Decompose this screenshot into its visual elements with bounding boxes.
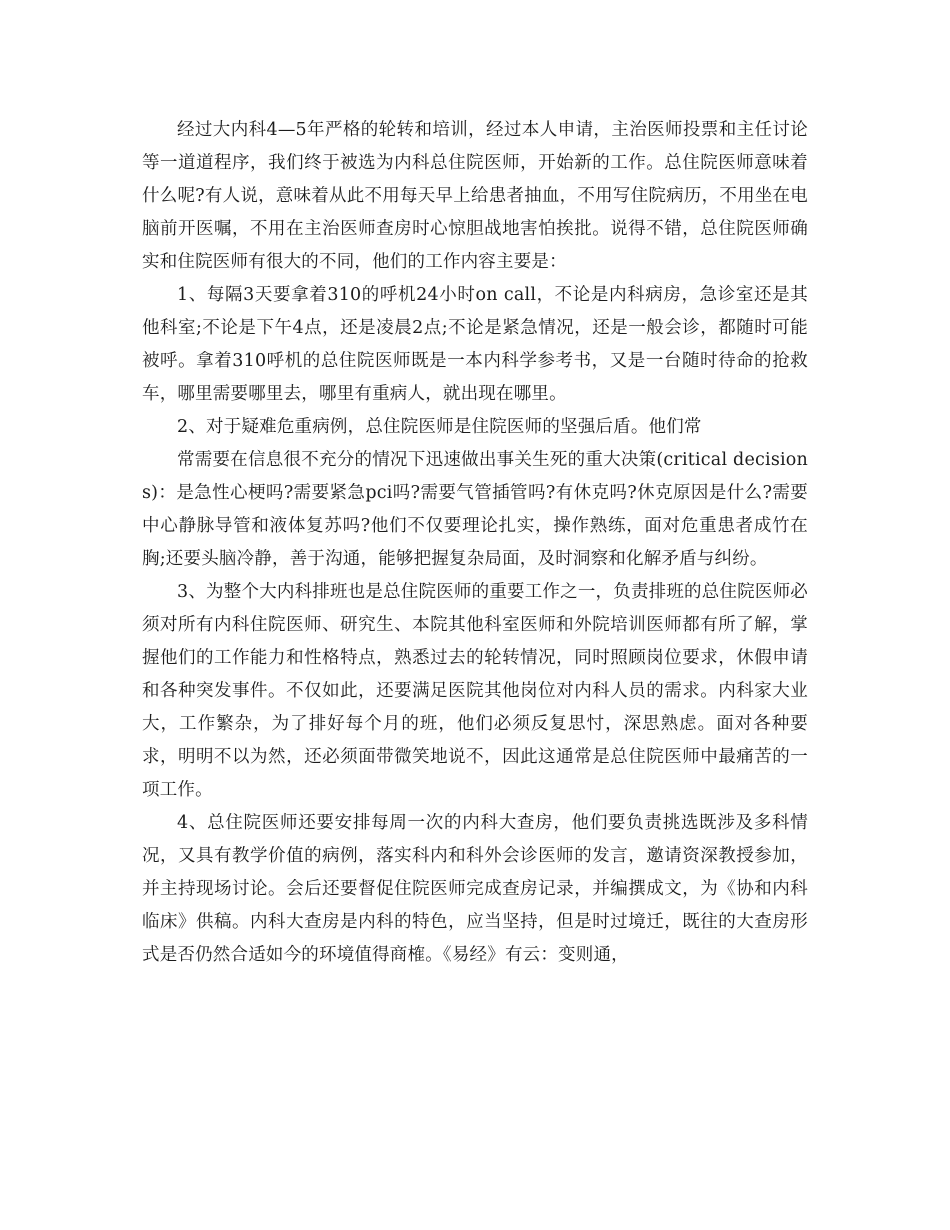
document-body [142, 114, 808, 972]
paragraph-item-2-continued: 常需要在信息很不充分的情况下迅速做出事关生死的重大决策(critical decisions)：是急性心梗吗?需要紧急pci吗?需要气管插管吗?有休克吗?休克原因是什么?需要中心静脉导管和液体复苏吗?他们不仅要理论扎实，操作熟练，面对危重患者成竹在胸;还要头脑冷静，善于沟通，能够把握复杂局面，及时洞察和化解矛盾与纠纷。 [142, 450, 808, 569]
paragraph-intro: 经过大内科4—5年严格的轮转和培训，经过本人申请，主治医师投票和主任讨论等一道道程序，我们终于被选为内科总住院医师，开始新的工作。总住院医师意味着什么呢?有人说，意味着从此不用每天早上给患者抽血，不用写住院病历，不用坐在电脑前开医嘱，不用在主治医师查房时心惊胆战地害怕挨批。说得不错，总住院医师确实和住院医师有很大的不同，他们的工作内容主要是： [142, 120, 808, 272]
paragraph-item-2: 2、对于疑难危重病例，总住院医师是住院医师的坚强后盾。他们常 [177, 417, 702, 437]
paragraph-item-4: 4、总住院医师还要安排每周一次的内科大查房，他们要负责挑选既涉及多科情况，又具有教学价值的病例，落实科内和科外会诊医师的发言，邀请资深教授参加，并主持现场讨论。会后还要督促住院医师完成查房记录，并编撰成文，为《协和内科临床》供稿。内科大查房是内科的特色，应当坚持，但是时过境迁，既往的大查房形式是否仍然合适如今的环境值得商榷。《易经》有云：变则通， [142, 813, 808, 965]
paragraph-item-1: 1、每隔3天要拿着310的呼机24小时on call，不论是内科病房，急诊室还是其他科室;不论是下午4点，还是凌晨2点;不论是紧急情况，还是一般会诊，都随时可能被呼。拿着310呼机的总住院医师既是一本内科学参考书，又是一台随时待命的抢救车，哪里需要哪里去，哪里有重病人，就出现在哪里。 [142, 285, 808, 404]
paragraph-item-3: 3、为整个大内科排班也是总住院医师的重要工作之一，负责排班的总住院医师必须对所有内科住院医师、研究生、本院其他科室医师和外院培训医师都有所了解，掌握他们的工作能力和性格特点，熟悉过去的轮转情况，同时照顾岗位要求，休假申请和各种突发事件。不仅如此，还要满足医院其他岗位对内科人员的需求。内科家大业大，工作繁杂，为了排好每个月的班，他们必须反复思忖，深思熟虑。面对各种要求，明明不以为然，还必须面带微笑地说不，因此这通常是总住院医师中最痛苦的一项工作。 [142, 582, 808, 800]
